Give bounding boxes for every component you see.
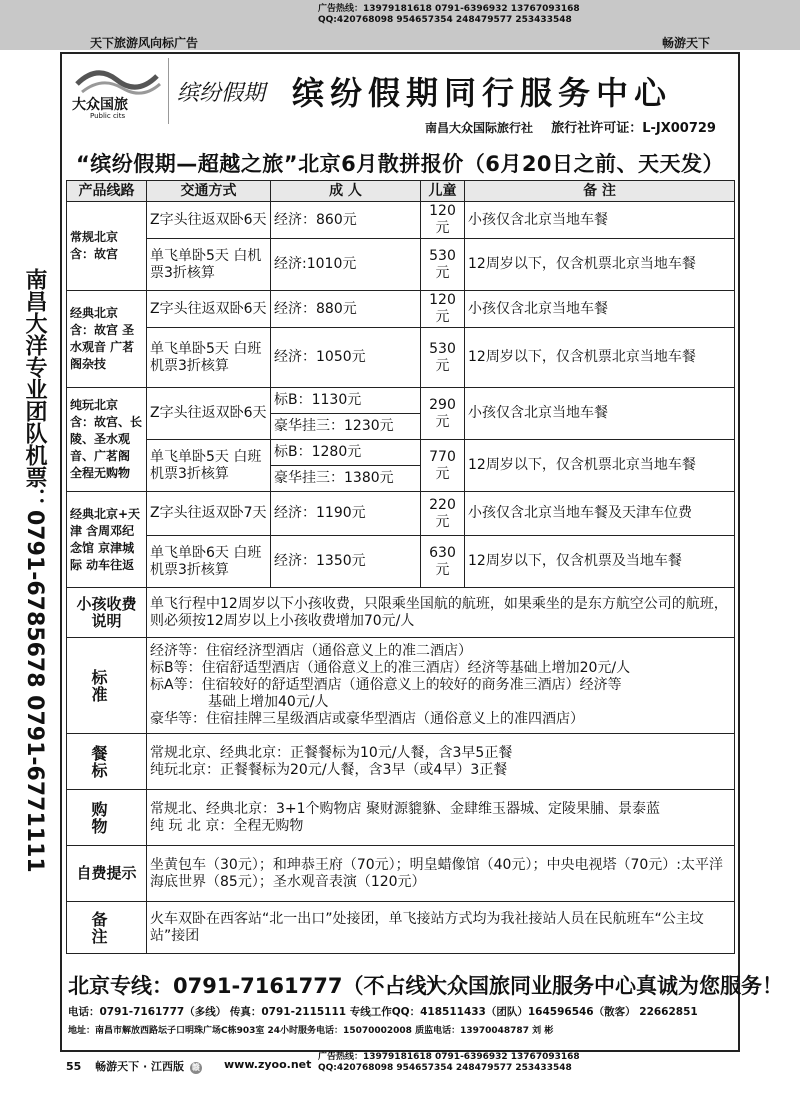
side-phone-banner: 南昌大洋专业团队机票：0791-6785678 0791-6771111 (22, 268, 47, 873)
section-label: 自费提示 (67, 846, 147, 902)
brand-logo-2 (168, 58, 279, 124)
adult-price: 经济：1190元 (271, 492, 421, 536)
table-row (67, 440, 735, 466)
contact-address-line: 地址：南昌市解放西路坛子口明珠广场C栋903室 24小时服务电话：15070002008 质监电话：13970048787 刘 彬 (68, 1026, 554, 1036)
top-ad-contacts (318, 4, 580, 26)
standard-line: 豪华等：住宿挂牌三星级酒店或豪华型酒店（通俗意义上的准四酒店） (150, 711, 584, 727)
col-header: 儿童 (421, 181, 465, 202)
transport-cell: 单飞单卧5天 白机票3折核算 (147, 239, 271, 291)
page-footer (66, 1058, 312, 1074)
transport-cell: 单飞单卧5天 白班机票3折核算 (147, 328, 271, 388)
standard-line: 基础上增加40元/人 (208, 694, 329, 710)
transport-cell: Z字头往返双卧6天 (147, 388, 271, 440)
standard-row (67, 638, 735, 734)
meal-text (147, 734, 735, 790)
license-number: 旅行社许可证：L-JX00729 (551, 121, 716, 136)
child-price: 290元 (421, 388, 465, 440)
contact-phone-line: 电话：0791-7161777（多线） 传真：0791-2115111 专线工作QQ：418511433（团队）164596546（散客） 22662851 (68, 1006, 698, 1018)
table-row (67, 536, 735, 588)
standard-line: 标A等：住宿较好的舒适型酒店（通俗意义上的较好的商务准三酒店）经济等 (150, 677, 622, 693)
page-number: 55 (66, 1060, 82, 1073)
table-row (67, 239, 735, 291)
child-price: 120元 (421, 202, 465, 239)
remark-cell: 12周岁以下，仅含机票北京当地车餐 (465, 239, 735, 291)
adult-price: 经济：1050元 (271, 328, 421, 388)
top-ad-line2: QQ:420768098 954657354 248479577 253433548 (318, 15, 572, 25)
product-cell: 纯玩北京 含：故宫、长陵、圣水观音、广茗阁 全程无购物 (67, 388, 147, 492)
footer-ad-contacts (318, 1052, 580, 1074)
adult-price: 标B：1130元 (271, 388, 421, 414)
transport-cell: Z字头往返双卧6天 (147, 291, 271, 328)
website-link[interactable]: www.zyoo.net (224, 1058, 312, 1071)
child-fee-row (67, 588, 735, 638)
adult-price: 豪华挂三：1230元 (271, 414, 421, 440)
table-row (67, 492, 735, 536)
col-header: 交通方式 (147, 181, 271, 202)
offer-headline: “缤纷假期—超越之旅”北京6月散拼报价（6月20日之前、天天发） (76, 152, 725, 176)
meal-line: 纯玩北京：正餐餐标为20元/人餐，含3早（或4早）3正餐 (150, 761, 508, 778)
product-cell: 经典北京+天津 含周邓纪念馆 京津城际 动车往返 (67, 492, 147, 588)
shopping-line: 纯 玩 北 京：全程无购物 (150, 817, 304, 834)
beijing-hotline: 北京专线：0791-7161777（不占线） (68, 974, 448, 998)
remark-cell: 12周岁以下，仅含机票北京当地车餐 (465, 328, 735, 388)
table-row (67, 328, 735, 388)
agency-name: 南昌大众国际旅行社 (425, 121, 534, 135)
agency-line (425, 117, 730, 136)
adult-price: 经济:1010元 (271, 239, 421, 291)
optional-fee-text: 坐黄包车（30元）；和珅恭王府（70元）；明皇蜡像馆（40元）；中央电视塔（70元）:太平洋海底世界（85元）；圣水观音表演（120元） (147, 846, 735, 902)
remark-cell: 12周岁以下，仅含机票及当地车餐 (465, 536, 735, 588)
child-price: 530元 (421, 239, 465, 291)
wave-logo-icon (72, 62, 162, 96)
shopping-row (67, 790, 735, 846)
top-banner (0, 0, 800, 50)
remark-cell: 小孩仅含北京当地车餐 (465, 202, 735, 239)
region-badge: 赣 (191, 1063, 200, 1072)
table-header-row (67, 181, 735, 202)
product-cell: 经典北京 含：故宫 圣水观音 广茗阁杂技 (67, 291, 147, 388)
table-row (67, 388, 735, 414)
adult-price: 标B：1280元 (271, 440, 421, 466)
adult-price: 经济：860元 (271, 202, 421, 239)
note-text: 火车双卧在西客站“北一出口”处接团，单飞接站方式均为我社接站人员在民航班车“公主坟站”接团 (147, 902, 735, 954)
top-right-label: 畅游天下 (662, 36, 711, 50)
product-cell: 常规北京 含：故宫 (67, 202, 147, 291)
footer-ad-line1: 广告热线：13979181618 0791-6396932 13767093168 (318, 1052, 580, 1062)
child-fee-text: 单飞行程中12周岁以下小孩收费，只限乘坐国航的航班，如果乘坐的是东方航空公司的航班，则必须按12周岁以上小孩收费增加70元/人 (147, 588, 735, 638)
price-table (66, 180, 735, 954)
transport-cell: 单飞单卧6天 白班机票3折核算 (147, 536, 271, 588)
section-label: 餐 标 (67, 734, 147, 790)
magazine-name: 畅游天下 · 江西版 (95, 1060, 184, 1073)
section-label: 标 准 (67, 638, 147, 734)
standard-line: 经济等：住宿经济型酒店（通俗意义上的准二酒店） (150, 643, 472, 659)
adult-price: 经济：880元 (271, 291, 421, 328)
child-price: 630元 (421, 536, 465, 588)
child-price: 220元 (421, 492, 465, 536)
meal-row (67, 734, 735, 790)
table-row (67, 291, 735, 328)
transport-cell: 单飞单卧5天 白班机票3折核算 (147, 440, 271, 492)
brand-logo (72, 62, 162, 122)
adult-price: 经济：1350元 (271, 536, 421, 588)
footer-ad-line2: QQ:420768098 954657354 248479577 253433548 (318, 1063, 572, 1073)
transport-cell: Z字头往返双卧7天 (147, 492, 271, 536)
table-row (67, 202, 735, 239)
shopping-line: 常规北、经典北京：3+1个购物店 聚财源貔貅、金肆维玉器城、定陵果脯、景泰蓝 (150, 800, 660, 817)
page-title: 缤纷假期同行服务中心 (292, 74, 673, 112)
col-header: 产品线路 (67, 181, 147, 202)
note-row (67, 902, 735, 954)
standard-line: 标B等：住宿舒适型酒店（通俗意义上的准三酒店）经济等基础上增加20元/人 (150, 660, 631, 676)
col-header: 成 人 (271, 181, 421, 202)
remark-cell: 小孩仅含北京当地车餐及天津车位费 (465, 492, 735, 536)
brand-name-2: 缤纷假期 (177, 81, 266, 106)
meal-line: 常规北京、经典北京：正餐餐标为10元/人餐，含3早5正餐 (150, 744, 513, 761)
child-price: 120元 (421, 291, 465, 328)
transport-cell: Z字头往返双卧6天 (147, 202, 271, 239)
child-price: 530元 (421, 328, 465, 388)
remark-cell: 小孩仅含北京当地车餐 (465, 388, 735, 440)
child-price: 770元 (421, 440, 465, 492)
section-label: 小孩收费说明 (67, 588, 147, 638)
standard-text (147, 638, 735, 734)
section-label: 购 物 (67, 790, 147, 846)
service-slogan: 大众国旅同业服务中心真诚为您服务！ (426, 974, 783, 998)
brand-name-en: Public cits (90, 112, 126, 120)
adult-price: 豪华挂三：1380元 (271, 466, 421, 492)
shopping-text (147, 790, 735, 846)
remark-cell: 12周岁以下，仅含机票北京当地车餐 (465, 440, 735, 492)
remark-cell: 小孩仅含北京当地车餐 (465, 291, 735, 328)
top-ad-line1: 广告热线：13979181618 0791-6396932 13767093168 (318, 4, 580, 14)
top-left-label: 天下旅游风向标广告 (90, 36, 199, 50)
col-header: 备 注 (465, 181, 735, 202)
section-label: 备 注 (67, 902, 147, 954)
brand-name: 大众国旅 (72, 97, 128, 113)
optional-fee-row (67, 846, 735, 902)
